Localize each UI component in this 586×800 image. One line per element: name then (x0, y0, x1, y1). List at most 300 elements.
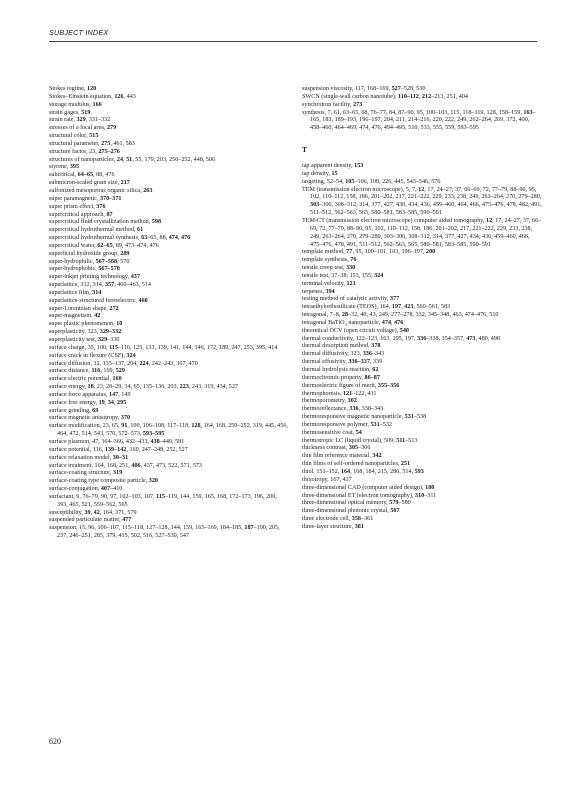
entry-text: 329 (97, 337, 108, 343)
index-entry (302, 430, 542, 438)
index-entry (49, 486, 289, 494)
entry-text: , 100, 106–108, 117–118, (127, 423, 192, 430)
entry-text: nanoparticle, (346, 319, 382, 326)
entry-text: 61 (137, 227, 144, 234)
entry-text: 15 (331, 170, 338, 177)
entry-list (49, 86, 289, 541)
entry-text: 336 (417, 335, 427, 342)
entry-text: –106, 108, 226, 445, 543–546, 576 (354, 178, 441, 185)
entry-text: 24 (116, 156, 124, 163)
entry-text: 251 (400, 461, 411, 468)
entry-text: superlattice, 312, 314, (49, 282, 105, 289)
entry-text: –306, 308–312, 314, 377, 427, 430, 434, 436, 459–460, 464, 466, 475–476, 478, 482, 491, 511–512, 562–563, 565, 580–581, 583–585, 590–591 (310, 202, 542, 217)
entry-text: , 243, 319, 434, 527 (188, 384, 238, 391)
entry-text: 303 (310, 202, 320, 209)
entry-text: 42 (94, 313, 101, 320)
entry-text: tetraethylorthosilicate (TEOS), 164, (302, 304, 392, 311)
entry-text: 540 (399, 327, 409, 334)
entry-text: 272 (109, 305, 119, 312)
entry-text: testing method of catalytic activity, (302, 296, 390, 303)
entry-text: thixotropy, 167, 437 (302, 476, 352, 483)
entry-text: 474 (381, 319, 392, 326)
entry-text: 121 (346, 280, 356, 287)
entry-text: 110–112 (398, 93, 419, 100)
entry-text: surface crack in flexure (CSF), (49, 352, 127, 359)
entry-text: strain rate, (49, 117, 77, 124)
entry-text: surface charge, 35, 100, (49, 344, 110, 351)
entry-text: 507 (390, 508, 400, 515)
index-entry (302, 493, 542, 501)
entry-text: 376 (96, 203, 106, 210)
index-entry (302, 94, 542, 102)
entry-text: three-layer structure, (302, 523, 355, 530)
entry-text: thin films of self-ordered nanoparticles, (302, 461, 401, 468)
entry-text: surface treatment, 164, 168, 251, (49, 462, 132, 469)
entry-text: , (123, 156, 127, 163)
entry-text: 62 (372, 367, 379, 373)
entry-text: , 331–332 (85, 117, 111, 124)
index-entry (302, 171, 542, 179)
entry-text: , (90, 509, 94, 516)
entry-text: 324 (374, 272, 384, 279)
index-entry (49, 517, 289, 525)
entry-text: susceptibility, (49, 509, 85, 516)
entry-text: 289 (120, 250, 130, 257)
index-entry (302, 328, 542, 336)
index-entry (49, 274, 289, 282)
index-entry (302, 438, 542, 446)
index-entry (302, 461, 542, 469)
entry-text: superplasticity test, (49, 337, 98, 343)
entry-text: synthesis, 7, 61, 63–65, 68, 76–77, 84, 87–90, 95, 100–103, 115, 118–119, 128, 158–159, (302, 109, 524, 116)
entry-list (302, 86, 542, 133)
entry-text: stresses of a local area, (49, 125, 107, 132)
index-entry (302, 367, 542, 375)
entry-text: , 169, (100, 368, 116, 375)
entry-text: surface relaxation model, (49, 454, 113, 461)
entry-text: 87 (106, 211, 113, 218)
entry-text: thermal conductivity, 122–123, 163, 195, 197, (302, 335, 418, 342)
entry-text: –330 (107, 337, 120, 343)
entry-text: 76 (350, 257, 357, 264)
index-entry (302, 163, 542, 171)
entry-text: 438 (150, 438, 160, 445)
entry-text: 275 (101, 140, 111, 147)
entry-text: 115 (156, 493, 165, 500)
entry-text: tap apparent density, (302, 163, 355, 170)
entry-text: 12 (418, 186, 425, 193)
entry-text: superficial hydroxide group, (49, 250, 121, 257)
index-entry (49, 219, 289, 227)
entry-text: , 160, 247–248, 252, 527 (126, 446, 188, 453)
entry-text: surface magnetic anisotropy, (49, 415, 121, 422)
index-entry (302, 406, 542, 414)
entry-text: 357 (104, 282, 115, 289)
entry-text: tap density, (302, 170, 332, 177)
entry-text: thiol, 151–152, (302, 468, 341, 475)
index-entry (49, 337, 289, 345)
entry-text: –65, 88, (147, 235, 169, 242)
entry-text: 51 (126, 156, 133, 163)
index-entry (49, 172, 289, 180)
entry-text: , 89, 473–474, 476 (112, 242, 159, 249)
entry-text: , 560–561, 583 (413, 304, 451, 311)
index-entry (302, 375, 542, 383)
index-entry (49, 353, 289, 361)
index-entry (49, 392, 289, 400)
entry-text: 336–337 (348, 359, 370, 366)
index-entry (49, 376, 289, 384)
entry-text: 180 (425, 484, 435, 491)
entry-text: 139–142 (104, 446, 127, 453)
entry-text: thermochromic property, (302, 374, 365, 381)
entry-text: structural color, (49, 133, 90, 140)
index-entry (49, 494, 289, 510)
entry-text: , 95, 100–101, 103, 196–197, (352, 249, 426, 256)
entry-text: suspension viscosity, 117, 168–169, (302, 86, 392, 92)
entry-text: thermoreflectance, (302, 406, 350, 413)
entry-text: 223 (179, 384, 189, 391)
index-entry (49, 345, 289, 353)
index-entry (302, 187, 542, 218)
index-entry (49, 384, 289, 392)
entry-text: 18 (87, 384, 94, 391)
entry-text: 437 (130, 274, 140, 281)
entry-text: 460 (138, 297, 148, 304)
entry-text: super-inkjet printing technology, (49, 274, 131, 281)
index-entry (302, 383, 542, 391)
entry-text: , 460–463, 514 (114, 282, 151, 289)
entry-text: TEM-CT (transmission electron microscope) computer aided tomography, (302, 217, 486, 224)
entry-text: 515 (89, 133, 99, 140)
entry-text: 275–276 (98, 148, 120, 155)
entry-text: structural parameter, (49, 140, 102, 147)
entry-text: 593 (414, 468, 424, 475)
entry-text: 474 (168, 235, 178, 242)
entry-text: 423 (404, 304, 414, 311)
entry-text: 476 (394, 319, 404, 326)
entry-text: thermophoresis, (302, 390, 343, 397)
entry-text: –410 (110, 486, 123, 493)
entry-text: , 242–243, 367, 470 (148, 360, 198, 367)
entry-text: –538 (413, 414, 427, 421)
entry-text: 407 (100, 486, 111, 493)
entry-text: , (104, 399, 108, 406)
entry-text: tetragonal BaTiO (302, 319, 345, 326)
entry-text: 121 (342, 390, 353, 397)
entry-text: suspension, 15, 96, 106–107, 115–118, 127–128, 144, 159, 165–169, 184–185, (49, 525, 245, 532)
entry-text: 394 (325, 288, 335, 295)
entry-text: , 164, 371, 579 (99, 509, 137, 516)
entry-text: surfactant, 9, 76–79, 90, 97, 102–103, 107, (49, 493, 157, 500)
entry-text: tensile test, 37–38, 153, 155, (302, 272, 375, 279)
index-entry (302, 281, 542, 289)
entry-text: 358 (351, 516, 361, 523)
entry-text: 64–65 (77, 172, 94, 179)
entry-text: theoretical OCV (open circuit voltage), (302, 327, 400, 334)
entry-text: surface plasmon, 47, 364–366, 432–433, (49, 438, 151, 445)
entry-text: thermoporometry, (302, 398, 348, 405)
entry-text: 19 (98, 399, 105, 406)
entry-text: –338, 354–357, (426, 335, 467, 342)
entry-text: , 88, 476 (93, 172, 115, 179)
entry-text: 378 (371, 343, 381, 350)
index-entry (302, 453, 542, 461)
entry-text: 91 (121, 423, 128, 430)
entry-text: thermoresponsive magnetic nanoparticle, (302, 414, 405, 421)
index-entry (302, 265, 542, 273)
index-entry (302, 312, 542, 320)
entry-text: 370–371 (99, 195, 122, 202)
entry-text: submicron-scaled grain size, (49, 180, 121, 187)
entry-text: super plastic phenomenon, (49, 321, 117, 328)
entry-text: –580 (398, 500, 411, 507)
entry-text: super-magnetism, (49, 313, 95, 320)
entry-text: , 570 (117, 258, 130, 265)
index-entry (49, 266, 289, 274)
index-entry (302, 524, 542, 532)
index-entry (49, 180, 289, 188)
index-entry (49, 196, 289, 204)
index-entry (302, 110, 542, 134)
entry-text: 279 (106, 125, 117, 132)
entry-text: 342 (372, 453, 382, 460)
entry-text: thin film reference material, (302, 453, 373, 460)
entry-text: 28 (341, 312, 349, 319)
entry-text: 163 (523, 109, 533, 116)
entry-text: 531 (370, 421, 380, 428)
entry-text: 77 (346, 249, 353, 256)
entry-text: , 55, 179, 203, 250–252, 448, 506 (132, 156, 216, 163)
entry-text: super-hydrophilic, (49, 258, 96, 265)
entry-text: targeting, 52–54, (302, 178, 346, 185)
entry-text: 370 (120, 415, 131, 422)
index-entry (49, 125, 289, 133)
entry-text: 519 (81, 109, 91, 116)
index-entry (302, 359, 542, 367)
entry-text: 310 (414, 492, 425, 499)
running-header: SUBJECT INDEX (49, 28, 537, 42)
entry-text: thermal effusivity, (302, 359, 349, 366)
index-entry (302, 86, 542, 94)
entry-text: –513 (405, 437, 418, 444)
entry-text: thermal diffusivity, 323, (302, 351, 363, 358)
entry-text: 593–595 (142, 431, 165, 438)
entry-text: 477 (122, 517, 132, 524)
index-entry (49, 400, 289, 408)
entry-text: 126 (114, 93, 124, 100)
entry-text: 598 (151, 219, 162, 226)
entry-text: thermosensitive coat, (302, 429, 356, 436)
entry-text: 263 (143, 187, 153, 194)
entry-text: , (391, 319, 395, 326)
entry-text: three-dimensional CAD (computer aided design), (302, 484, 426, 491)
entry-text: 406 (131, 462, 141, 469)
entry-text: 579 (389, 500, 399, 507)
entry-text: 381 (354, 523, 364, 530)
entry-text: 314 (92, 289, 102, 296)
index-entry (49, 164, 289, 172)
index-entry (49, 470, 289, 478)
entry-text: terminal velocity, (302, 280, 347, 287)
entry-text: three electrode cell, (302, 516, 352, 523)
entry-text: styrene, (49, 164, 70, 171)
entry-text: 12 (486, 217, 493, 224)
entry-text: thermotropic LC (liquid crystal), 509, (302, 437, 397, 444)
entry-text: 224 (139, 360, 149, 367)
entry-text: Stokes–Einstein equation, (49, 93, 115, 100)
index-entry (49, 86, 289, 94)
entry-text: , (418, 93, 422, 100)
index-entry (49, 525, 289, 541)
entry-text: thermoelectric figure of merit, (302, 382, 378, 389)
index-entry (49, 204, 289, 212)
entry-text: surface energy, (49, 384, 88, 391)
entry-text: 128 (191, 423, 201, 430)
entry-text: –190, 205, 237, 246–251, 285, 379, 415, 502, 516, 527–530, 547 (57, 525, 280, 540)
entry-text: 115 (109, 344, 118, 351)
entry-text: 160 (112, 376, 122, 383)
entry-text: 329 (76, 117, 86, 124)
entry-text: –165, 183, 189–193, 196–197, 204, 211, 214–216, 220, 222, 249, 262–264, 269, 372, 400, 458–460, 464–469, 474, 476, 494–495, 510, 533, 555, 559, 593–595 (310, 109, 536, 132)
entry-text: 355–356 (377, 382, 400, 389)
entry-text: storage modulus, (49, 101, 93, 108)
index-column-left (49, 86, 289, 541)
index-entry (49, 329, 289, 337)
index-entry (49, 259, 289, 267)
entry-text: 320 (148, 478, 158, 485)
entry-text: surface diffusion, 32, 135–137, 204, (49, 360, 140, 367)
entry-text: –440, 581 (159, 438, 185, 445)
entry-text: 62–65 (97, 242, 113, 249)
entry-text: thermoresponsive polymer, (302, 421, 371, 428)
entry-text: surface modification, 23, 65, (49, 423, 122, 430)
entry-text: 153 (354, 163, 364, 170)
index-entry (302, 414, 542, 422)
entry-text: 305 (348, 445, 359, 452)
entry-text: –311 (424, 492, 437, 499)
entry-text: superlattice film, (49, 289, 93, 296)
entry-text: –343 (371, 351, 385, 358)
index-entry (49, 439, 289, 447)
entry-text: , (177, 235, 182, 242)
entry-text: 567–570 (98, 266, 120, 273)
entry-text: structures of nanoparticles, (49, 156, 117, 163)
index-entry (302, 469, 542, 477)
index-entry (49, 243, 289, 251)
index-entry (302, 218, 542, 249)
index-entry (49, 423, 289, 439)
index-entry (302, 257, 542, 265)
entry-text: structure factor, 23, (49, 148, 99, 155)
section-letter: T (302, 145, 308, 155)
entry-text: –213, 251, 404 (431, 93, 468, 100)
entry-text: –306 (358, 445, 371, 452)
entry-text: 217 (120, 180, 130, 187)
index-entry (49, 251, 289, 259)
index-entry (302, 273, 542, 281)
entry-text: 212 (421, 93, 432, 100)
entry-text: three-dimensional optical memory, (302, 500, 390, 507)
entry-text: 377 (389, 296, 400, 303)
entry-text: , (401, 304, 405, 311)
entry-text: 3 (344, 322, 347, 328)
entry-text: , 168, 184, 215, 286, 514, (350, 468, 415, 475)
entry-text: 86–87 (364, 374, 380, 381)
entry-text: , 149 (118, 391, 131, 398)
index-entry (49, 321, 289, 329)
entry-text: surface grinding, (49, 407, 93, 414)
index-entry (302, 351, 542, 359)
entry-text: 273 (352, 101, 363, 108)
entry-text: superlattice-structured ferroelectric, (49, 297, 139, 304)
index-entry (49, 447, 289, 455)
index-entry (49, 133, 289, 141)
entry-text: –32, 40, 43, 249, 277–278, 332, 345–348, 463, 474–476, 510 (348, 312, 499, 319)
entry-text: tensile creep test, (302, 265, 346, 272)
entry-text: 527 (391, 86, 401, 92)
entry-text: –361 (361, 516, 374, 523)
entry-text: –528, 530 (400, 86, 426, 92)
entry-text: 164 (340, 468, 351, 475)
entry-text: , 17, 24–27, 37, 66–69, 72, 77–79, 88–90, 95, 102, 110–112, 158, 186, 201–202, 217, 221–222, 229, 233, 238, 249, 263–264, 270, 279–280, (310, 186, 542, 201)
entry-text: , 443 (123, 93, 136, 100)
entry-text: 336 (362, 351, 372, 358)
entry-text: supercritical water, (49, 242, 98, 249)
entry-text: 30–31 (112, 454, 129, 461)
entry-text: surface distance, (49, 368, 92, 375)
index-entry (49, 455, 289, 463)
entry-text: , 480, 498 (475, 335, 500, 342)
entry-text: Stokes regime, (49, 86, 88, 92)
entry-text: –119, 144, 159, 165, 168, 172–173, 196, 200, 393, 465, 521, 559–562, 565 (57, 493, 277, 508)
entry-text: 10 (116, 321, 123, 328)
entry-text: surface force apparatus, (49, 391, 110, 398)
entry-text: , 461, 583 (110, 140, 135, 147)
index-entry (302, 391, 542, 399)
entry-text: 69 (92, 407, 99, 414)
index-entry (49, 94, 289, 102)
index-entry (302, 249, 542, 257)
entry-text: –116, 125, 133, 139, 141, 144, 146, 172, 189, 247, 253, 395, 414 (117, 344, 278, 351)
entry-text: 324 (126, 352, 136, 359)
index-entry (49, 313, 289, 321)
entry-text: supercritical hydrothermal method, (49, 227, 137, 234)
entry-text: –532 (379, 421, 392, 428)
index-entry (49, 510, 289, 518)
index-entry (49, 102, 289, 110)
entry-text: synchrotron facility, (302, 101, 353, 108)
entry-text: surface-coating structure, (49, 470, 113, 477)
entry-text: 531 (404, 414, 414, 421)
index-entry (49, 141, 289, 149)
index-entry (49, 282, 289, 290)
entry-list (302, 163, 542, 532)
index-entry (49, 227, 289, 235)
entry-text: 39 (84, 509, 91, 516)
entry-text: super paramagnetic, (49, 195, 100, 202)
entry-text: 120 (87, 86, 97, 92)
entry-text: 54 (355, 429, 362, 436)
index-entry (49, 478, 289, 486)
entry-text: three-dimensional ET (electron tomography), (302, 492, 415, 499)
index-entry (49, 298, 289, 306)
entry-text: surface free energy, (49, 399, 99, 406)
entry-text: 147 (109, 391, 119, 398)
entry-text: thickness contrast, (302, 445, 349, 452)
entry-text: , 17, 24–27, 37, 66–69, 72, 77–79, 88–90, 95, 102, 110–112, 158, 186, 201–202, 217, 221–222, 229, 233, 238, 249, 263–264, 270, 279–280, 303–306, 308–312, 314, 377, 427, 434, 436, 459–460, 466, 475–476, 478, 491, 511–512, 562–563, 565, 580–581, 583–585, 590–591 (310, 217, 542, 248)
entry-text: 473 (466, 335, 476, 342)
